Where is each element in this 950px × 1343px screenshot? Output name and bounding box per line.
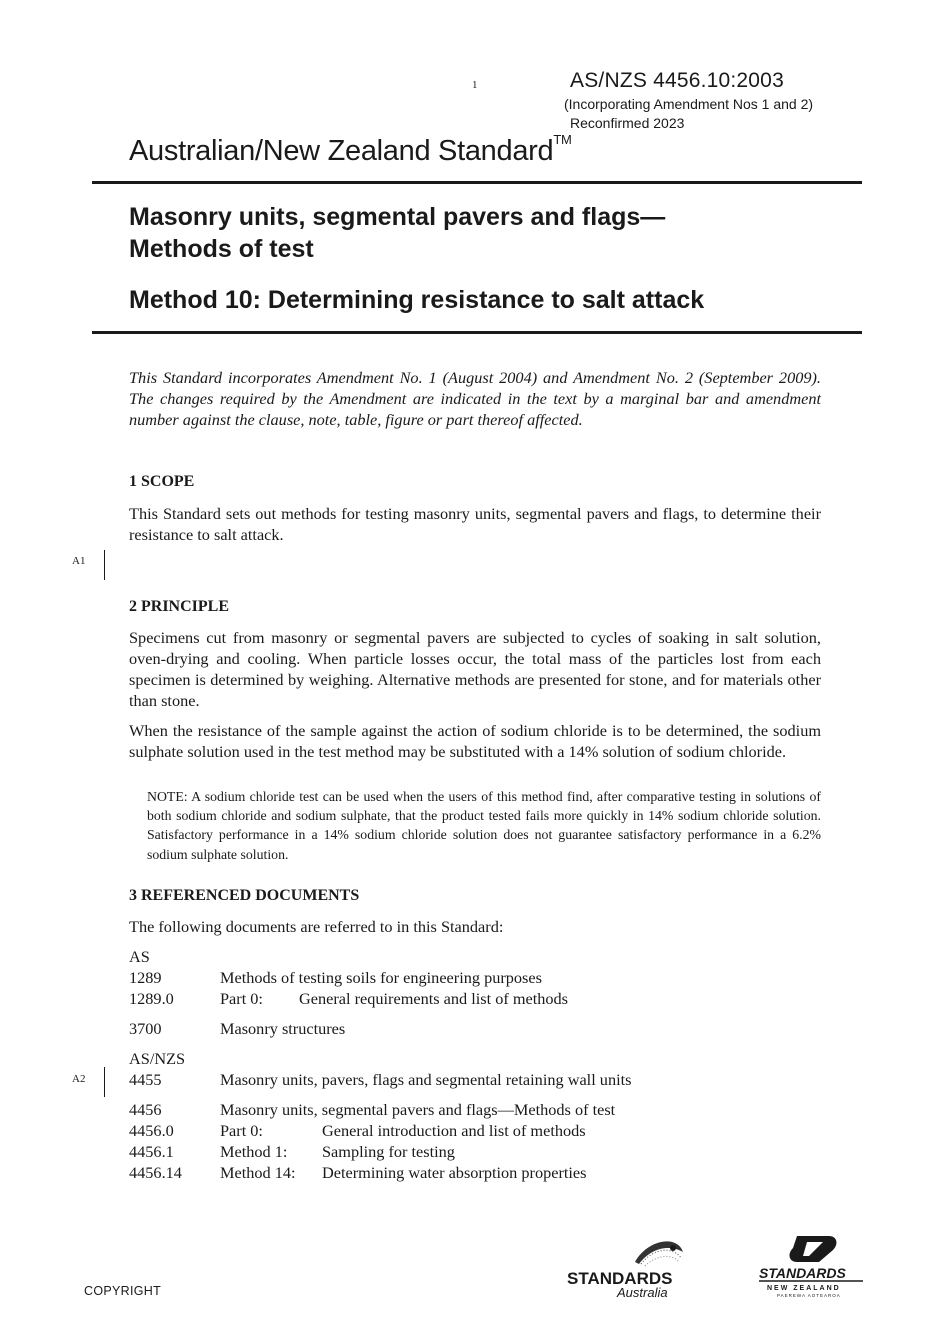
standard-type <box>129 132 572 168</box>
amendment-intro: This Standard incorporates Amendment No. 1 (August 2004) and Amendment No. 2 (September 2009). The changes required by the Amendment are indicated in the text by a marginal bar and amendment number against the clause, note, table, figure or part thereof affected. <box>129 368 821 429</box>
logo-sa-name: STANDARDS <box>567 1269 673 1288</box>
reference-code: 1289 <box>129 968 162 987</box>
standards-australia-logo <box>565 1234 690 1304</box>
method-title: Method 10: Determining resistance to salt attack <box>129 286 705 314</box>
reference-code: 4456 <box>129 1100 162 1119</box>
amendment-bar-a1 <box>104 550 105 580</box>
reference-title: Masonry units, pavers, flags and segmental retaining wall units <box>220 1070 632 1089</box>
standard-type-label: Australian/New Zealand Standard <box>129 135 554 167</box>
reference-code: 4456.1 <box>129 1142 174 1161</box>
amendment-note: (Incorporating Amendment Nos 1 and 2) <box>564 96 814 112</box>
reference-title: General requirements and list of methods <box>299 989 569 1008</box>
reference-code: 4455 <box>129 1070 162 1089</box>
amendment-marker-a1: A1 <box>72 555 86 567</box>
document-title-line-1: Masonry units, segmental pavers and flags— <box>129 203 666 231</box>
reference-code: 4456.14 <box>129 1163 182 1182</box>
standard-number: AS/NZS 4456.10:2003 <box>570 69 784 92</box>
scope-heading: 1 SCOPE <box>129 473 195 490</box>
reconfirmed-note: Reconfirmed 2023 <box>570 115 685 131</box>
reference-title: Sampling for testing <box>322 1142 455 1161</box>
globe-swoosh-icon <box>635 1241 683 1266</box>
principle-note: NOTE: A sodium chloride test can be used when the users of this method find, after comparative testing in solutions of both sodium chloride and sodium sulphate, that the product tested fails more quickly in 14% sodium chloride solution. Satisfactory performance in a 14% sodium chloride solution does not guarantee satisfactory performance in a 6.2% sodium sulphate solution. <box>147 789 821 862</box>
copyright-label: COPYRIGHT <box>84 1284 162 1298</box>
logo-sa-sub: Australia <box>617 1285 668 1300</box>
trademark-mark: TM <box>553 132 572 148</box>
page-number: 1 <box>472 79 478 91</box>
logo-nz-sub2: PAEREWA AOTEAROA <box>777 1293 841 1298</box>
reference-code: 1289.0 <box>129 989 174 1008</box>
reference-part: Method 1: <box>220 1142 288 1161</box>
reference-title: General introduction and list of methods <box>322 1121 586 1140</box>
document-title-line-2: Methods of test <box>129 235 314 263</box>
reference-part: Method 14: <box>220 1163 296 1182</box>
title-rule-top <box>92 181 862 184</box>
standards-new-zealand-logo <box>757 1232 867 1298</box>
reference-title: Determining water absorption properties <box>322 1163 587 1182</box>
reference-group-asnzs: AS/NZS <box>129 1049 186 1068</box>
reference-title: Masonry structures <box>220 1019 346 1038</box>
principle-paragraph-1: Specimens cut from masonry or segmental pavers are subjected to cycles of soaking in salt solution, oven-drying and cooling. When particle losses occur, the total mass of the particles lost from each specimen is determined by weighing. Alternative methods are presented for stone, and for materials other than stone. <box>129 628 821 710</box>
amendment-marker-a2: A2 <box>72 1073 86 1085</box>
reference-title: Masonry units, segmental pavers and flags—Methods of test <box>220 1100 616 1119</box>
amendment-bar-a2 <box>104 1067 105 1097</box>
references-heading: 3 REFERENCED DOCUMENTS <box>129 887 360 904</box>
reference-part: Part 0: <box>220 1121 263 1140</box>
reference-part: Part 0: <box>220 989 263 1008</box>
references-intro: The following documents are referred to in this Standard: <box>129 917 504 936</box>
title-rule-bottom <box>92 331 862 334</box>
reference-code: 3700 <box>129 1019 162 1038</box>
logo-nz-name: STANDARDS <box>759 1265 846 1281</box>
reference-group-as: AS <box>129 947 150 966</box>
principle-paragraph-2: When the resistance of the sample against the action of sodium chloride is to be determined, the sodium sulphate solution used in the test method may be substituted with a 14% solution of sodium chloride. <box>129 721 821 761</box>
snz-emblem-icon <box>790 1236 837 1262</box>
logo-nz-sub: NEW ZEALAND <box>767 1285 841 1292</box>
scope-text: This Standard sets out methods for testing masonry units, segmental pavers and flags, to determine their resistance to salt attack. <box>129 504 821 544</box>
principle-heading: 2 PRINCIPLE <box>129 598 230 615</box>
reference-code: 4456.0 <box>129 1121 174 1140</box>
reference-title: Methods of testing soils for engineering purposes <box>220 968 542 987</box>
